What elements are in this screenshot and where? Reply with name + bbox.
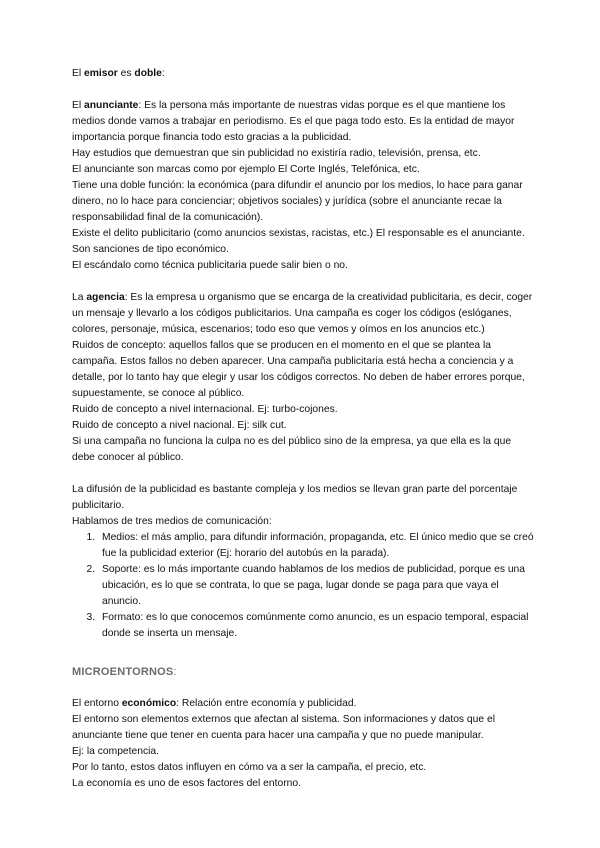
emisor-heading: El emisor es doble: [72, 68, 165, 79]
agencia-line-3: Ruido de concepto a nivel internacional. Ej: turbo-cojones. [72, 404, 338, 415]
list-item: 2. Soporte: es lo más importante cuando hablamos de los medios de publicidad, porque es una ubicación, es lo que se contrata, lo que se paga, lugar donde se paga para que vaya el anuncio. [98, 562, 534, 610]
anunciante-line-3: El anunciante son marcas como por ejemplo El Corte Inglés, Telefónica, etc. [72, 164, 420, 175]
agencia-line-2: Ruidos de concepto: aquellos fallos que se producen en el momento en el que se plantea la campaña. Estos fallos no deben aparecer. Una campaña publicitaria está hecha a conciencia y a detalle, por lo tanto hay que elegir y usar los códigos correctos. No deben de haber errores porque, supuestamente, se conoce al público. [72, 340, 525, 399]
agencia-line-4: Ruido de concepto a nivel nacional. Ej: silk cut. [72, 420, 287, 431]
list-item: 1. Medios: el más amplio, para difundir información, propaganda, etc. El único medio que se creó fue la publicidad exterior (Ej: horario del autobús en la parada). [98, 530, 534, 562]
difusion-line-2: Hablamos de tres medios de comunicación: [72, 516, 272, 527]
document-page [72, 66, 534, 792]
micro-line-2: El entorno son elementos externos que afectan al sistema. Son informaciones y datos que el anunciante tiene que tener en cuenta para hacer una campaña y que no puede manipular. [72, 714, 495, 741]
micro-line-4: Por lo tanto, estos datos influyen en cómo va a ser la campaña, el precio, etc. [72, 762, 427, 773]
anunciante-line-2: Hay estudios que demuestran que sin publicidad no existiría radio, televisión, prensa, etc. [72, 148, 481, 159]
difusion-paragraph: La difusión de la publicidad es bastante compleja y los medios se llevan gran parte del porcentaje publicitario. [72, 484, 518, 511]
anunciante-line-5: Existe el delito publicitario (como anuncios sexistas, racistas, etc.) El responsable es el anunciante. Son sanciones de tipo económico. [72, 228, 525, 255]
economico-paragraph: El entorno económico: Relación entre economía y publicidad. [72, 698, 357, 709]
anunciante-line-4: Tiene una doble función: la económica (para difundir el anuncio por los medios, lo hace para ganar dinero, no lo hace para concienciar; objetivos sociales) y jurídica (sobre el anunciante recae la responsabilidad final de la comunicación). [72, 180, 523, 223]
micro-line-3: Ej: la competencia. [72, 746, 159, 757]
medios-list [72, 530, 534, 642]
agencia-paragraph: La agencia: Es la empresa u organismo que se encarga de la creatividad publicitaria, es decir, coger un mensaje y llevarlo a los códigos publicitarios. Una campaña es coger los códigos (eslóganes, colores, personaje, música, escenarios; todo eso que vemos y oímos en los anuncios etc.) [72, 292, 533, 335]
micro-line-5: La economía es uno de esos factores del entorno. [72, 778, 301, 789]
agencia-line-5: Si una campaña no funciona la culpa no es del público sino de la empresa, ya que ella es la que debe conocer al público. [72, 436, 512, 463]
anunciante-paragraph: El anunciante: Es la persona más importante de nuestras vidas porque es el que mantiene los medios donde vamos a trabajar en periodismo. Es el que paga todo esto. Es la entidad de mayor importancia porque financia todo esto gracias a la publicidad. [72, 100, 515, 143]
anunciante-line-6: El escándalo como técnica publicitaria puede salir bien o no. [72, 260, 348, 271]
list-item: 3. Formato: es lo que conocemos comúnmente como anuncio, es un espacio temporal, espacial donde se inserta un mensaje. [98, 610, 534, 642]
microentornos-heading: MICROENTORNOS: [72, 666, 177, 678]
